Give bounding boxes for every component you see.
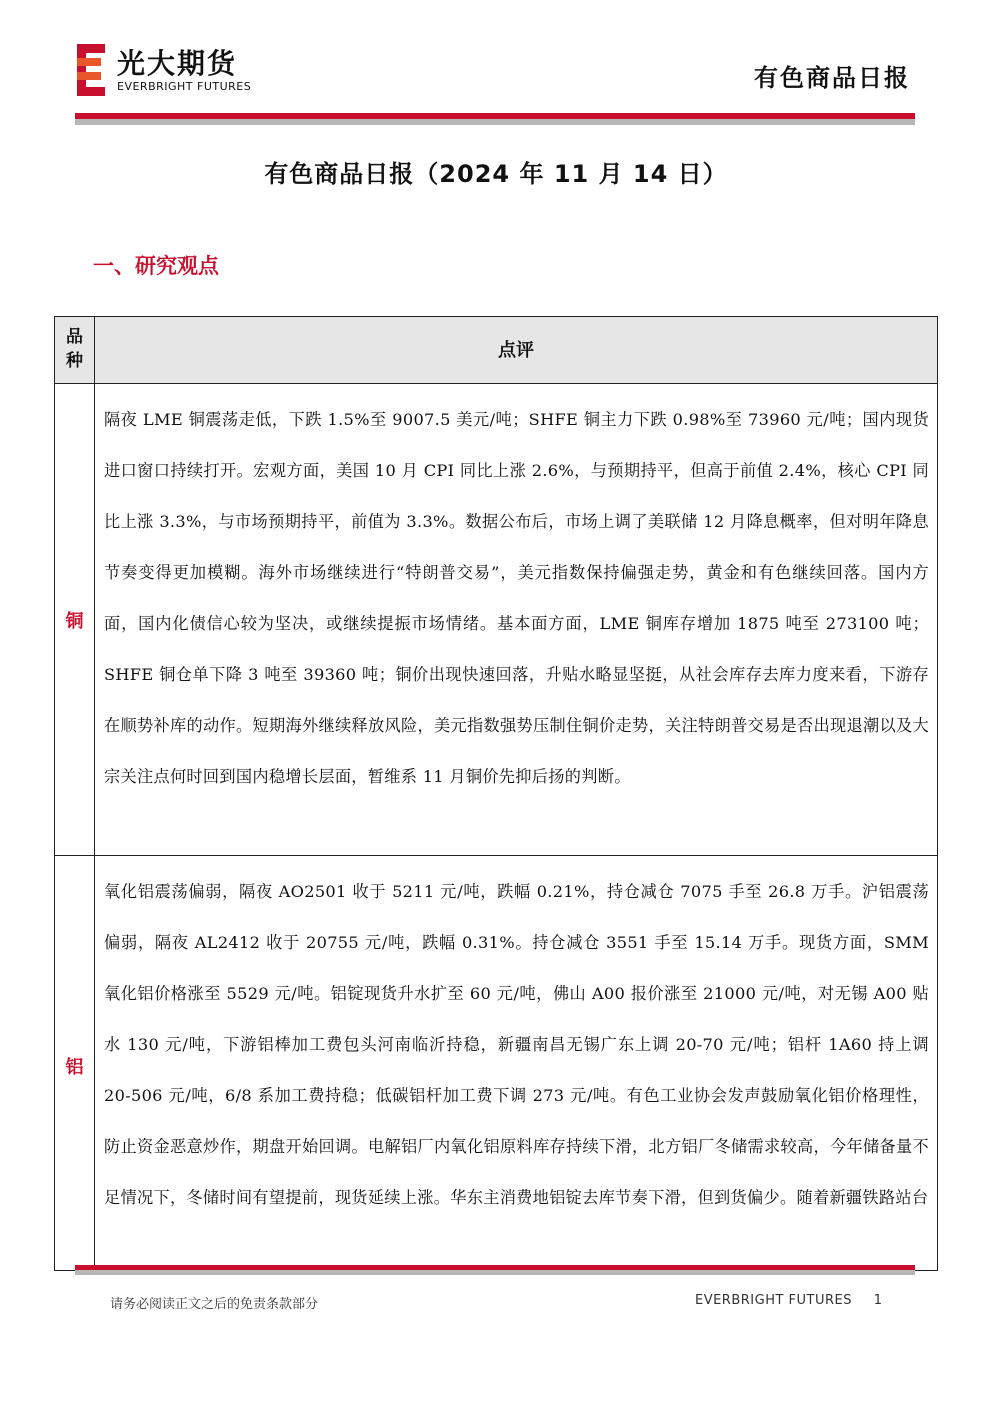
comment-copper (104, 394, 929, 802)
everbright-logo-icon (77, 44, 105, 96)
footer-divider (75, 1265, 915, 1277)
comment-copper-text: 隔夜 LME 铜震荡走低，下跌 1.5%至 9007.5 美元/吨；SHFE 铜主力下跌 0.98%至 73960 元/吨；国内现货进口窗口持续打开。宏观方面，美国 10 月 CPI 同比上涨 2.6%，与预期持平，但高于前值 2.4%，核心 CPI 同比上涨 3.3%，与市场预期持平，前值为 3.3%。数据公布后，市场上调了美联储 12 月降息概率，但对明年降息节奏变得更加模糊。海外市场继续进行“特朗普交易”，美元指数保持偏强走势，黄金和有色继续回落。国内方面，国内化债信心较为坚决，或继续提振市场情绪。基本面方面，LME 铜库存增加 1875 吨至 273100 吨；SHFE 铜仓单下降 3 吨至 39360 吨；铜价出现快速回落，升贴水略显坚挺，从社会库存去库力度来看，下游存在顺势补库的动作。短期海外继续释放风险，美元指数强势压制住铜价走势，关注特朗普交易是否出现退潮以及大宗关注点何时回到国内稳增长层面，暂维系 11 月铜价先抑后扬的判断。 (104, 410, 929, 786)
kind-aluminum: 铝 (55, 856, 95, 1271)
kind-copper: 铜 (55, 384, 95, 855)
logo-english-name: EVERBRIGHT FUTURES (117, 80, 252, 93)
comment-aluminum-text: 氧化铝震荡偏弱，隔夜 AO2501 收于 5211 元/吨，跌幅 0.21%，持仓减仓 7075 手至 26.8 万手。沪铝震荡偏弱，隔夜 AL2412 收于 20755 元/吨，跌幅 0.31%。持仓减仓 3551 手至 15.14 万手。现货方面，SMM 氧化铝价格涨至 5529 元/吨。铝锭现货升水扩至 60 元/吨，佛山 A00 报价涨至 21000 元/吨，对无锡 A00 贴水 130 元/吨，下游铝棒加工费包头河南临沂持稳，新疆南昌无锡广东上调 20-70 元/吨；铝杆 1A60 持上调 20-506 元/吨，6/8 系加工费持稳；低碳铝杆加工费下调 273 元/吨。有色工业协会发声鼓励氧化铝价格理性，防止资金恶意炒作，期盘开始回调。电解铝厂内氧化铝原料库存持续下滑，北方铝厂冬储需求较高，今年储备量不足情况下，冬储时间有望提前，现货延续上涨。华东主消费地铝锭去库节奏下滑，但到货偏少。随着新疆铁路站台 (104, 882, 929, 1207)
header-comment: 点评 (498, 340, 534, 361)
header-kind (55, 317, 95, 383)
table-row-copper (55, 384, 937, 856)
footer-company-name: EVERBRIGHT FUTURES (694, 1293, 852, 1308)
document-title: 有色商品日报（2024 年 11 月 14 日） (264, 160, 728, 188)
table-header (55, 317, 937, 384)
header-kind-label: 品种 (66, 327, 83, 371)
table-row-aluminum (55, 856, 937, 1271)
footer-company (695, 1293, 852, 1308)
report-type-title: 有色商品日报 (754, 64, 910, 92)
comment-aluminum (104, 866, 929, 1223)
section-title: 一、研究观点 (93, 254, 219, 278)
commentary-table (54, 316, 938, 1271)
company-logo (77, 40, 297, 100)
footer-disclaimer: 请务必阅读正文之后的免责条款部分 (110, 1297, 319, 1312)
page-number: 1 (873, 1293, 882, 1308)
header-divider (75, 113, 915, 125)
logo-chinese-name: 光大期货 (117, 47, 238, 80)
